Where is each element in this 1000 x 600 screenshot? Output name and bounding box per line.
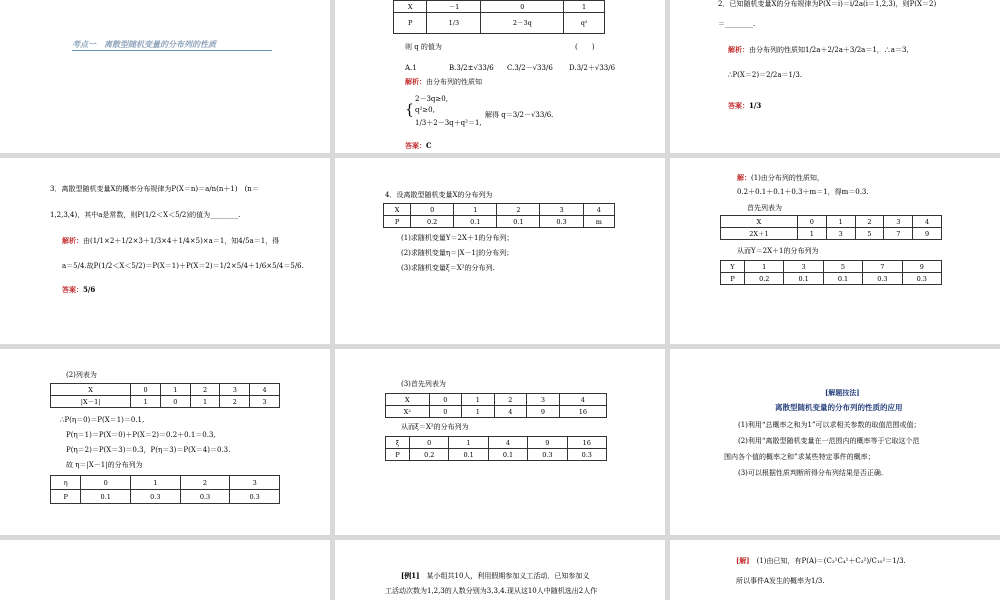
- table-cell: 0.2: [745, 273, 784, 285]
- analysis-line-1: 由(1/1×2＋1/2×3＋1/3×4＋1/4×5)×a＝1，知4/5a＝1，得: [83, 237, 280, 245]
- table-cell: 4: [559, 394, 606, 406]
- slide-11: [335, 540, 665, 600]
- system-line-3: 1/3＋2－3q＋q²＝1,: [415, 119, 482, 127]
- table-cell: m: [583, 216, 614, 228]
- solution-line-4: P(η＝2)＝P(X＝3)＝0.3，P(η＝3)＝P(X＝4)＝0.3.: [66, 446, 231, 454]
- table-cell: 0.3: [230, 490, 280, 504]
- distribution-table: [720, 260, 942, 285]
- table-cell: 0: [410, 437, 449, 449]
- analysis-text: 由分布列的性质知: [426, 78, 482, 86]
- table-cell: X²: [386, 406, 430, 418]
- question-line-2: 1,2,3,4)，其中a是常数，则P(1/2＜X＜5/2)的值为________.: [50, 211, 241, 219]
- table-cell: 4: [913, 216, 942, 228]
- table-cell: 0: [160, 396, 190, 408]
- table-cell: 0.1: [449, 449, 488, 461]
- slide-5: [335, 158, 665, 344]
- table-cell: 3: [250, 396, 280, 408]
- table-cell: 0.2: [410, 449, 449, 461]
- title-underline: [72, 50, 272, 51]
- part-2: (2)求随机变量η＝|X－1|的分布列；: [401, 249, 514, 257]
- solution-line-1: (1)由已知，有P(A)＝(C₃¹C₄¹＋C₃²)/C₁₀²＝1/3.: [756, 557, 906, 565]
- table-cell: 0.3: [180, 490, 230, 504]
- option-c: C.3/2－√33/6: [507, 64, 553, 72]
- method-point-2-cont: 围内各个值的概率之和”求某些特定事件的概率；: [724, 453, 875, 461]
- distribution-table: [50, 475, 280, 504]
- slide-1: [0, 0, 330, 153]
- table-cell: 1: [449, 437, 488, 449]
- table-cell: 4: [583, 204, 614, 216]
- table-cell: 5: [823, 261, 862, 273]
- table-cell: 0.1: [81, 490, 131, 504]
- table-cell: 0: [429, 406, 462, 418]
- answer-blank: ＝________.: [718, 20, 756, 28]
- solution-line-2: 0.2＋0.1＋0.1＋0.3＋m＝1，得m＝0.3.: [737, 188, 869, 196]
- solution-line-5: 故 η＝|X－1|的分布列为: [66, 461, 143, 469]
- table-cell: X: [384, 204, 411, 216]
- table-cell: 1: [564, 1, 605, 13]
- answer-label: 答案：: [62, 285, 83, 294]
- table-cell: 0.3: [902, 273, 941, 285]
- solution-line-1: (2)列表为: [66, 371, 97, 379]
- table-cell: 0.1: [488, 449, 527, 461]
- table-cell: 0.1: [784, 273, 823, 285]
- table-cell: 1: [462, 394, 495, 406]
- table-cell: 16: [567, 437, 606, 449]
- analysis-label: 解析：: [62, 236, 83, 245]
- solution-label: 解：: [737, 173, 751, 182]
- question-line-1: 3．离散型随机变量X的概率分布规律为P(X＝n)＝a/n(n＋1) (n＝: [50, 185, 259, 193]
- table-cell: 1: [190, 396, 220, 408]
- slide-4: [0, 158, 330, 344]
- table-cell: 9: [527, 406, 560, 418]
- table-cell: 3: [884, 216, 913, 228]
- table-cell: 0: [81, 476, 131, 490]
- example-label: [例1]: [401, 571, 420, 580]
- table-cell: 1: [131, 396, 161, 408]
- table-cell: 2: [220, 396, 250, 408]
- answer-label: 答案：: [728, 101, 749, 110]
- table-cell: 0.3: [540, 216, 583, 228]
- table-cell: 2－3q: [481, 13, 564, 34]
- table-cell: 1: [797, 228, 826, 240]
- section-title: 考点一 离散型随机变量的分布列的性质: [72, 39, 216, 49]
- question-text: 则 q 的值为: [405, 43, 442, 51]
- table-cell: 3: [826, 228, 855, 240]
- table-cell: 7: [884, 228, 913, 240]
- system-line-1: 2－3q≥0,: [415, 95, 448, 103]
- solution-line-2: ∴P(η＝0)＝P(X＝1)＝0.1,: [60, 416, 145, 424]
- system-line-2: q²≥0,: [415, 106, 435, 114]
- table-cell: 9: [913, 228, 942, 240]
- table-cell: 1: [131, 476, 181, 490]
- method-point-3: (3)可以根据性质判断所得分布列结果是否正确.: [738, 469, 884, 477]
- answer-label: 答案：: [405, 141, 426, 150]
- table-cell: 9: [528, 437, 567, 449]
- question-text: 2．已知随机变量X的分布规律为P(X＝i)＝i/2a(i＝1,2,3)，则P(X＝2): [718, 0, 937, 8]
- answer-value: C: [426, 141, 432, 150]
- slide-9: [670, 349, 1000, 535]
- table-cell: 1/3: [427, 13, 481, 34]
- table-cell: 3: [540, 204, 583, 216]
- result-text: ∴P(X＝2)＝2/2a＝1/3.: [728, 71, 802, 79]
- table-cell: 2: [190, 384, 220, 396]
- slide-3: [670, 0, 1000, 153]
- answer-value: 5/6: [83, 285, 96, 294]
- table-cell: P: [384, 216, 411, 228]
- option-b: B.3/2±√33/6: [449, 64, 494, 72]
- table-cell: Y: [721, 261, 745, 273]
- table-cell: 1: [745, 261, 784, 273]
- table-cell: X: [386, 394, 430, 406]
- table-cell: 9: [902, 261, 941, 273]
- method-point-1: (1)利用“总概率之和为1”可以求相关参数的取值范围或值；: [738, 421, 921, 429]
- solution-line-3: 首先列表为: [747, 204, 782, 212]
- example-line-1: 某小组共10人，利用假期参加义工活动．已知参加义: [426, 572, 590, 580]
- table-cell: 0.2: [411, 216, 454, 228]
- distribution-table: [393, 0, 605, 34]
- slide-7: [0, 349, 330, 535]
- table-cell: 0: [411, 204, 454, 216]
- table-cell: 0: [797, 216, 826, 228]
- solution-line-1: (1)由分布列的性质知，: [751, 174, 824, 182]
- table-cell: ξ: [386, 437, 410, 449]
- analysis-text: 由分布列的性质知1/2a＋2/2a＋3/2a＝1，∴a＝3,: [749, 46, 909, 54]
- table-cell: P: [394, 13, 427, 34]
- table-cell: 2: [855, 216, 884, 228]
- table-cell: 3: [784, 261, 823, 273]
- distribution-table: [385, 436, 607, 461]
- table-cell: 5: [855, 228, 884, 240]
- table-cell: 4: [488, 437, 527, 449]
- example-line-2: 工活动次数为1,2,3的人数分别为3,3,4.现从这10人中随机选出2人作: [385, 587, 598, 595]
- slide-10: [0, 540, 330, 600]
- table-cell: P: [721, 273, 745, 285]
- table-cell: 0.1: [497, 216, 540, 228]
- table-cell: q²: [564, 13, 605, 34]
- table-cell: |X－1|: [51, 396, 131, 408]
- option-d: D.3/2＋√33/6: [569, 64, 616, 72]
- option-a: A.1: [405, 64, 417, 72]
- table-cell: 1: [462, 406, 495, 418]
- mapping-table: [720, 215, 942, 240]
- solution-text: 解得 q＝3/2－√33/6.: [485, 111, 554, 119]
- table-cell: 2: [180, 476, 230, 490]
- answer-value: 1/3: [749, 101, 762, 110]
- mapping-table: [50, 383, 280, 408]
- table-cell: －1: [427, 1, 481, 13]
- table-cell: X: [721, 216, 798, 228]
- table-cell: 0: [481, 1, 564, 13]
- part-3: (3)求随机变量ξ＝X²的分布列.: [401, 264, 495, 272]
- table-cell: η: [51, 476, 81, 490]
- table-cell: 0.1: [454, 216, 497, 228]
- slide-8: [335, 349, 665, 535]
- table-cell: 3: [220, 384, 250, 396]
- table-cell: 16: [559, 406, 606, 418]
- solution-line-3: P(η＝1)＝P(X＝0)＋P(X＝2)＝0.2＋0.1＝0.3,: [66, 431, 216, 439]
- table-cell: 0.3: [131, 490, 181, 504]
- table-cell: 2: [497, 204, 540, 216]
- table-cell: 0: [131, 384, 161, 396]
- slide-2: [335, 0, 665, 153]
- table-cell: 0.1: [823, 273, 862, 285]
- method-header: [解题技法]: [825, 388, 860, 397]
- table-cell: 7: [863, 261, 902, 273]
- table-cell: P: [386, 449, 410, 461]
- table-cell: 1: [826, 216, 855, 228]
- solution-line-1: (3)首先列表为: [401, 380, 446, 388]
- solution-line-4: 从而Y＝2X＋1的分布列为: [737, 247, 819, 255]
- table-cell: 2: [494, 394, 527, 406]
- table-cell: 3: [230, 476, 280, 490]
- analysis-label: 解析：: [405, 77, 426, 86]
- brace-icon: {: [405, 102, 414, 118]
- mapping-table: [385, 393, 607, 418]
- analysis-label: 解析：: [728, 45, 749, 54]
- table-cell: 4: [494, 406, 527, 418]
- table-cell: 3: [527, 394, 560, 406]
- method-title: 离散型随机变量的分布列的性质的应用: [775, 403, 903, 412]
- table-cell: 1: [454, 204, 497, 216]
- table-cell: 1: [160, 384, 190, 396]
- solution-label: [解]: [736, 556, 750, 565]
- table-cell: P: [51, 490, 81, 504]
- table-cell: 0.3: [567, 449, 606, 461]
- question-text: 4．设离散型随机变量X的分布列为: [385, 191, 493, 199]
- slide-6: [670, 158, 1000, 344]
- method-point-2: (2)利用“离散型随机变量在一范围内的概率等于它取这个范: [738, 437, 920, 445]
- slide-12: [670, 540, 1000, 600]
- answer-paren: ( ): [575, 43, 595, 51]
- table-cell: 0.3: [528, 449, 567, 461]
- table-cell: X: [394, 1, 427, 13]
- distribution-table: [383, 203, 615, 228]
- table-cell: 0.3: [863, 273, 902, 285]
- table-cell: 2X＋1: [721, 228, 798, 240]
- solution-line-2: 所以事件A发生的概率为1/3.: [736, 577, 825, 585]
- analysis-line-2: a＝5/4.故P(1/2＜X＜5/2)＝P(X＝1)＋P(X＝2)＝1/2×5/4＋1/6×5/4＝5/6.: [62, 262, 304, 270]
- table-cell: 0: [429, 394, 462, 406]
- solution-line-2: 从而ξ＝X²的分布列为: [401, 423, 469, 431]
- table-cell: X: [51, 384, 131, 396]
- part-1: (1)求随机变量Y＝2X＋1的分布列；: [401, 234, 514, 242]
- table-cell: 4: [250, 384, 280, 396]
